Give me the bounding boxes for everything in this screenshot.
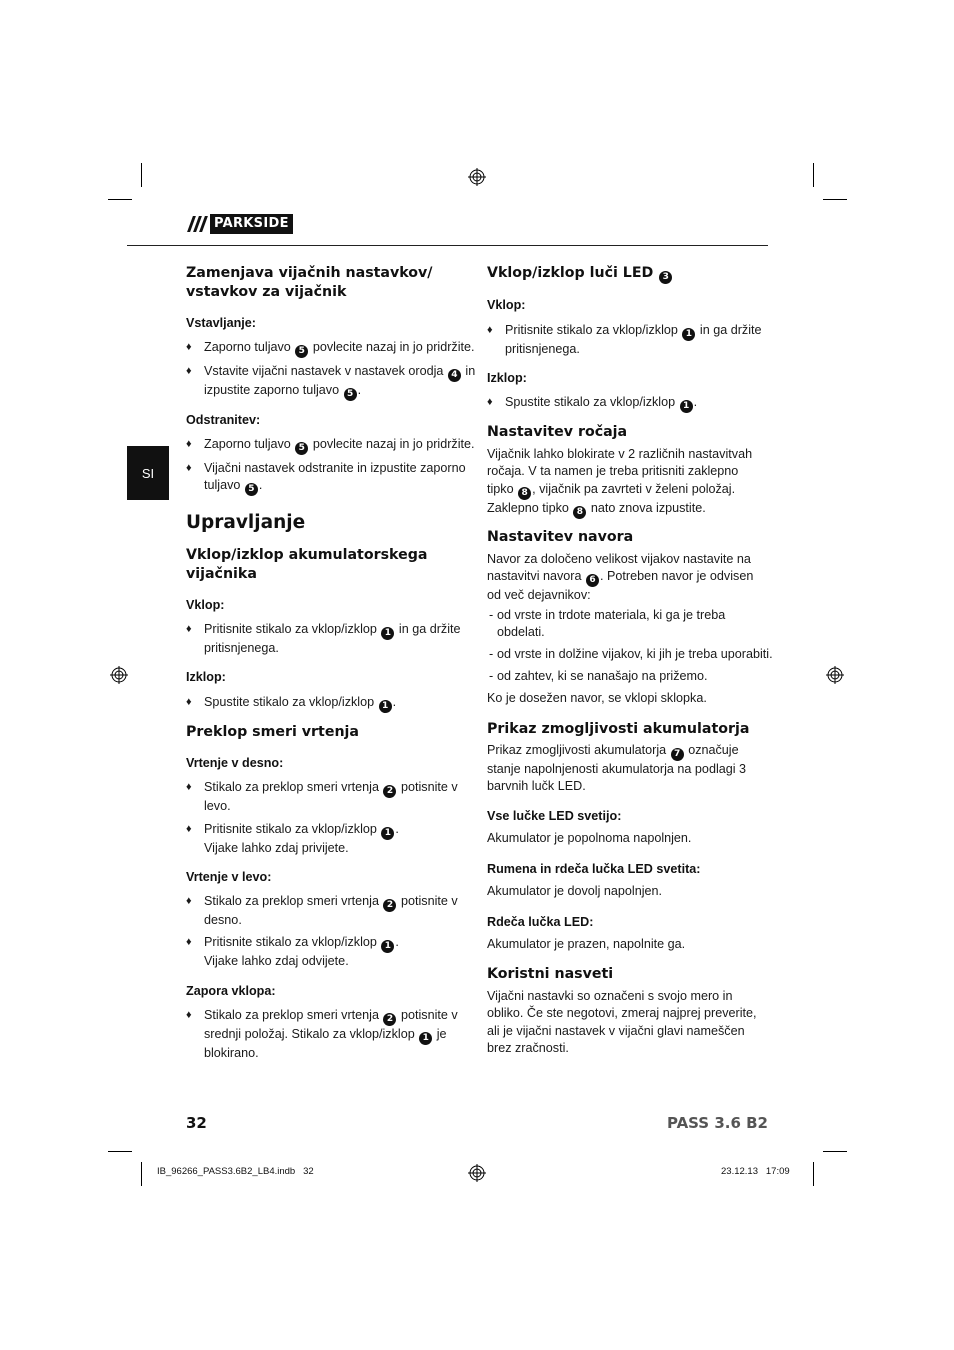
status-full: Akumulator je popolnoma napolnjen. [487, 831, 692, 845]
list-item: ♦ Zaporno tuljavo 5 povlecite nazaj in jo pridržite. [186, 436, 486, 455]
crop-mark [141, 1162, 142, 1186]
paragraph-battery: Prikaz zmogljivosti akumulatorja 7 označuje stanje napolnjenosti akumulatorja na podlagi 3 barvnih lučk LED. [487, 743, 747, 794]
label-on: Vklop: [186, 598, 225, 612]
callout-number: 2 [383, 785, 396, 798]
paragraph-tips: Vijačni nastavki so označeni s svojo mero in obliko. Če ste negotovi, zmeraj najprej preverite, ali je vijačni nastavek v vijačni glavi nameščen brez zračnosti. [487, 989, 757, 1056]
label-insert: Vstavljanje: [186, 316, 256, 330]
list-item: - od vrste in dolžine vijakov, ki jih je treba uporabiti. [487, 646, 782, 663]
paragraph-torque: Navor za določeno velikost vijakov nastavite na nastavitvi navora 6 . Potreben navor je odvisen od več dejavnikov: [487, 552, 754, 603]
crop-mark [108, 1151, 132, 1152]
heading-replace-bits: Zamenjava vijačnih nastavkov/ vstavkov za vijačnik [186, 265, 433, 300]
list-item: - od vrste in trdote materiala, ki ga je treba obdelati. [487, 607, 757, 642]
callout-number: 1 [381, 940, 394, 953]
registration-mark-icon [468, 1164, 486, 1182]
callout-number: 1 [680, 400, 693, 413]
heading-handle: Nastavitev ročaja [487, 424, 628, 440]
crop-mark [141, 163, 142, 187]
list-item: ♦ Spustite stikalo za vklop/izklop 1 . [186, 694, 486, 713]
list-item: ♦ Stikalo za preklop smeri vrtenja 2 potisnite v levo. [186, 779, 486, 815]
label-rotate-right: Vrtenje v desno: [186, 756, 284, 770]
print-date: 23.12.13 17:09 [721, 1166, 790, 1177]
page-number: 32 [186, 1114, 207, 1132]
brand-name: PARKSIDE [210, 214, 293, 234]
list-item: ♦ Pritisnite stikalo za vklop/izklop 1 in ga držite pritisnjenega. [186, 621, 486, 657]
list-item: ♦ Pritisnite stikalo za vklop/izklop 1 in ga držite pritisnjenega. [487, 322, 790, 358]
callout-number: 1 [682, 328, 695, 341]
callout-number: 7 [671, 748, 684, 761]
label-red-led: Rdeča lučka LED: [487, 915, 594, 929]
callout-number: 8 [518, 487, 531, 500]
callout-number: 1 [381, 827, 394, 840]
print-file-name: IB_96266_PASS3.6B2_LB4.indb 32 [157, 1166, 314, 1177]
crop-mark [823, 1151, 847, 1152]
paragraph-clutch: Ko je dosežen navor, se vklopi sklopka. [487, 691, 707, 705]
callout-number: 3 [659, 271, 672, 284]
header-rule [127, 245, 768, 246]
paragraph-handle: Vijačnik lahko blokirate v 2 različnih nastavitvah ročaja. V ta namen je treba pritisniti zaklepno tipko 8 , vijačnik pa zavrteti v želeni položaj. Zaklepno tipko 8 nato znova izpustite. [487, 447, 753, 517]
label-off: Izklop: [186, 670, 226, 684]
crop-mark [813, 163, 814, 187]
status-empty: Akumulator je prazen, napolnite ga. [487, 937, 686, 951]
crop-mark [823, 199, 847, 200]
callout-number: 1 [379, 700, 392, 713]
crop-mark [108, 199, 132, 200]
list-item: ♦ Zaporno tuljavo 5 povlecite nazaj in jo pridržite. [186, 339, 486, 358]
list-item: ♦ Stikalo za preklop smeri vrtenja 2 potisnite v desno. [186, 893, 486, 929]
label-rotate-left: Vrtenje v levo: [186, 870, 272, 884]
callout-number: 5 [295, 345, 308, 358]
status-sufficient: Akumulator je dovolj napolnjen. [487, 884, 663, 898]
heading-tips: Koristni nasveti [487, 966, 614, 982]
callout-number: 1 [419, 1032, 432, 1045]
heading-operation: Upravljanje [186, 512, 306, 533]
callout-number: 5 [295, 442, 308, 455]
list-item: ♦ Spustite stikalo za vklop/izklop 1 . [487, 394, 790, 413]
label-off: Izklop: [487, 371, 527, 385]
registration-mark-icon [826, 666, 844, 684]
callout-number: 2 [383, 1013, 396, 1026]
callout-number: 6 [586, 574, 599, 587]
callout-number: 8 [573, 506, 586, 519]
label-all-leds: Vse lučke LED svetijo: [487, 809, 622, 823]
callout-number: 1 [381, 627, 394, 640]
list-item: ♦ Pritisnite stikalo za vklop/izklop 1 . Vijake lahko zdaj privijete. [186, 821, 486, 857]
heading-torque: Nastavitev navora [487, 529, 634, 545]
registration-mark-icon [468, 168, 486, 186]
model-name: PASS 3.6 B2 [666, 1114, 768, 1132]
heading-onoff-drill: Vklop/izklop akumulatorskega vijačnika [186, 547, 428, 582]
label-yellow-red: Rumena in rdeča lučka LED svetita: [487, 862, 701, 876]
language-tab: SI [127, 446, 169, 500]
brand-logo [186, 214, 308, 234]
registration-mark-icon [110, 666, 128, 684]
logo-stripes-icon [186, 214, 210, 234]
label-switch-lock: Zapora vklopa: [186, 984, 276, 998]
list-item: - od zahtev, ki se nanašajo na prižemo. [487, 668, 782, 685]
heading-led: Vklop/izklop luči LED 3 [487, 264, 673, 284]
callout-number: 5 [245, 483, 258, 496]
label-on: Vklop: [487, 298, 526, 312]
crop-mark [813, 1162, 814, 1186]
callout-number: 2 [383, 899, 396, 912]
heading-battery: Prikaz zmogljivosti akumulatorja [487, 721, 750, 737]
list-item: ♦ Vijačni nastavek odstranite in izpustite zaporno tuljavo 5 . [186, 460, 486, 496]
callout-number: 4 [448, 369, 461, 382]
list-item: ♦ Vstavite vijačni nastavek v nastavek orodja 4 in izpustite zaporno tuljavo 5 . [186, 363, 486, 401]
label-remove: Odstranitev: [186, 413, 261, 427]
heading-direction: Preklop smeri vrtenja [186, 724, 359, 740]
list-item: ♦ Stikalo za preklop smeri vrtenja 2 potisnite v srednji položaj. Stikalo za vklop/izklop 1 je blokirano. [186, 1007, 486, 1062]
list-item: ♦ Pritisnite stikalo za vklop/izklop 1 . Vijake lahko zdaj odvijete. [186, 934, 486, 970]
callout-number: 5 [344, 388, 357, 401]
